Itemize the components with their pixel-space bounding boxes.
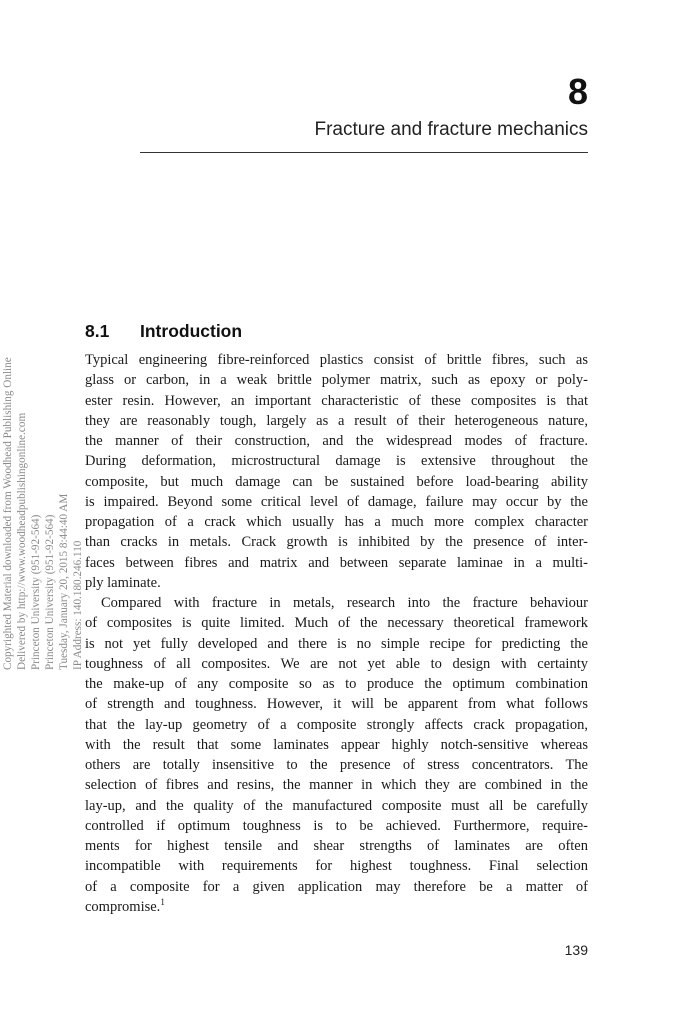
- section-heading: [85, 319, 242, 343]
- text-line: ester resin. However, an important characteristic of these composites is that: [85, 392, 588, 409]
- text-line: incompatible with requirements for highest toughness. Final selection: [85, 858, 588, 875]
- watermark-line: Princeton University (951-92-564): [29, 514, 42, 670]
- section-title: Introduction: [140, 321, 243, 341]
- text-line: controlled if optimum toughness is to be achieved. Furthermore, require-: [85, 817, 588, 834]
- text-line: During deformation, microstructural damage is extensive throughout the: [85, 453, 588, 470]
- text-line: Compared with fracture in metals, research into the fracture behaviour: [101, 595, 588, 611]
- text-line: is not yet fully developed and there is no simple recipe for predicting the: [85, 635, 588, 652]
- text-line: than cracks in metals. Crack growth is inhibited by the presence of inter-: [85, 534, 588, 551]
- text-line: selection of fibres and resins, the manner in which they are combined in the: [85, 777, 588, 794]
- watermark-line: Tuesday, January 20, 2015 8:44:40 AM: [57, 493, 70, 670]
- text-line: is impaired. Beyond some critical level of damage, failure may occur by the: [85, 493, 588, 510]
- text-line: faces between fibres and matrix and between separate laminae in a multi-: [85, 554, 588, 571]
- text-line: others are totally insensitive to the presence of stress concentrators. The: [85, 757, 588, 773]
- text-line: ments for highest tensile and shear strengths of laminates are often: [85, 838, 588, 854]
- text-line: Typical engineering fibre-reinforced plastics consist of brittle fibres, such as: [85, 352, 588, 368]
- watermark-line: Princeton University (951-92-564): [43, 514, 56, 670]
- chapter-title: Fracture and fracture mechanics: [314, 119, 588, 140]
- text-line: propagation of a crack which usually has a much more complex character: [85, 514, 588, 530]
- text-line: lay-up, and the quality of the manufactured composite must all be carefully: [85, 797, 588, 814]
- text-line: toughness of all composites. We are not yet able to design with certainty: [85, 655, 588, 672]
- text-line: the manner of their construction, and the widespread modes of fracture.: [85, 433, 588, 449]
- text-line: with the result that some laminates appear highly notch-sensitive whereas: [85, 736, 588, 753]
- text-line: that the lay-up geometry of a composite strongly affects crack propagation,: [85, 716, 588, 733]
- text-line: composite, but much damage can be sustained before load-bearing ability: [85, 473, 588, 490]
- watermark-line: Delivered by http://www.woodheadpublishingonline.com: [15, 412, 28, 670]
- final-word: compromise.: [85, 898, 161, 915]
- text-line-final: [85, 897, 588, 917]
- watermark-line: Copyrighted Material downloaded from Woodhead Publishing Online: [2, 357, 14, 670]
- text-line: ply laminate.: [85, 574, 161, 591]
- text-line: glass or carbon, in a weak brittle polymer matrix, such as epoxy or poly-: [85, 372, 588, 389]
- copyright-watermark: [2, 270, 82, 670]
- text-line: of a composite for a given application may therefore be a matter of: [85, 878, 588, 895]
- chapter-number: 8: [567, 71, 588, 112]
- watermark-line: IP Address: 140.180.246.110: [71, 540, 84, 670]
- text-line: of composites is quite limited. Much of the necessary theoretical framework: [85, 615, 588, 632]
- text-line: the make-up of any composite so as to produce the optimum combination: [85, 676, 588, 692]
- text-line: of strength and toughness. However, it will be apparent from what follows: [85, 696, 588, 713]
- body-text: [85, 350, 588, 917]
- footnote-reference[interactable]: 1: [160, 896, 165, 907]
- text-line: they are reasonably tough, largely as a result of their heterogeneous nature,: [85, 412, 588, 429]
- chapter-divider: [140, 152, 588, 153]
- page-number: 139: [564, 942, 588, 958]
- section-number: 8.1: [85, 321, 110, 341]
